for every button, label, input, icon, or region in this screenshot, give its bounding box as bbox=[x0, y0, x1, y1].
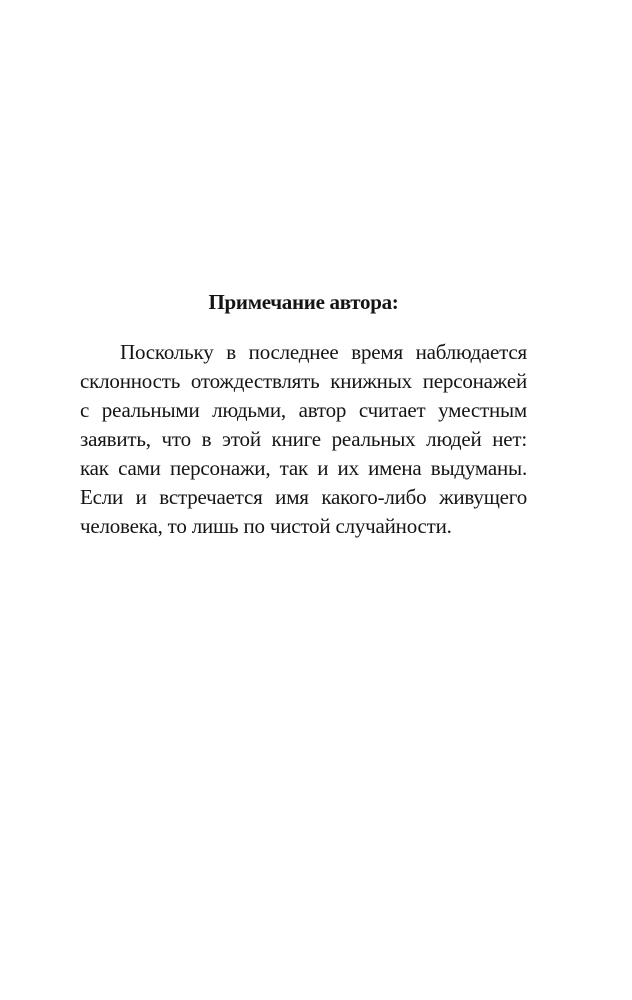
author-note bbox=[80, 288, 527, 541]
note-line: Если и встречается имя какого-либо живущего bbox=[80, 485, 527, 509]
note-title: Примечание автора: bbox=[208, 290, 399, 314]
note-paragraph bbox=[80, 338, 527, 541]
note-line: с реальными людьми, автор считает уместным bbox=[80, 398, 527, 422]
note-line: Поскольку в последнее время наблюдается bbox=[120, 340, 527, 364]
note-line: человека, то лишь по чистой случайности. bbox=[80, 514, 452, 538]
note-line: как сами персонажи, так и их имена выдуманы. bbox=[80, 456, 527, 480]
note-line: склонность отождествлять книжных персонажей bbox=[80, 369, 527, 393]
note-line: заявить, что в этой книге реальных людей нет: bbox=[80, 427, 527, 451]
